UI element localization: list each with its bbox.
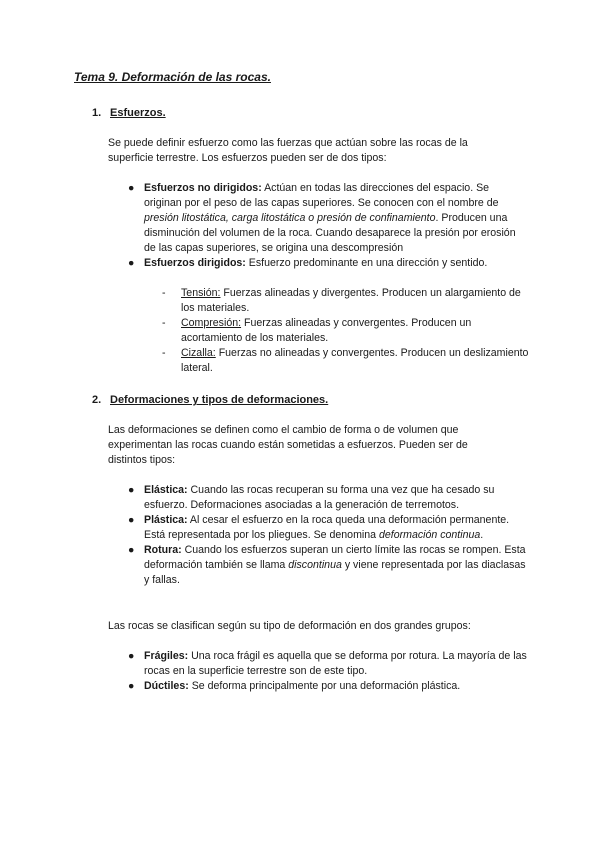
list-item xyxy=(128,543,528,588)
list-item xyxy=(128,513,528,543)
dash-icon: - xyxy=(162,347,166,359)
list-item xyxy=(128,679,528,694)
bullet-icon: ● xyxy=(128,182,135,194)
bullet-text: Actúan en todas las direcciones del espacio. Se originan por el peso de las capas superiores. Se conocen con el nombre de xyxy=(144,182,499,209)
subitem-text: Fuerzas alineadas y divergentes. Producen un alargamiento de los materiales. xyxy=(181,287,521,314)
subitem-term: Cizalla: xyxy=(181,347,216,359)
subitem-text: Fuerzas alineadas y convergentes. Producen un acortamiento de los materiales. xyxy=(181,317,472,344)
bullet-italic: discontinua xyxy=(288,559,342,571)
section-2-bullet-list xyxy=(128,483,528,588)
subitem-term: Compresión: xyxy=(181,317,242,329)
bullet-term: Elástica: xyxy=(144,484,188,496)
section-2-intro-2: Las rocas se clasifican según su tipo de deformación en dos grandes grupos: xyxy=(108,620,471,632)
list-item xyxy=(128,649,528,679)
dash-icon: - xyxy=(162,287,166,299)
bullet-term: Esfuerzos dirigidos: xyxy=(144,257,246,269)
bullet-text: Al cesar el esfuerzo en la roca queda una deformación permanente. Está representada por los pliegues. Se denomina xyxy=(144,514,510,541)
section-2-intro: Las deformaciones se definen como el cambio de forma o de volumen que experimentan las rocas cuando están sometidas a esfuerzos. Pueden ser de distintos tipos: xyxy=(108,424,468,466)
bullet-term: Rotura: xyxy=(144,544,182,556)
bullet-italic: deformación continua xyxy=(378,529,481,541)
bullet-text: y viene representada por las diaclasas y fallas. xyxy=(144,559,526,586)
bullet-icon: ● xyxy=(128,257,135,269)
section-1-dash-list xyxy=(162,286,532,376)
list-item xyxy=(128,483,528,513)
section-2-title: Deformaciones y tipos de deformaciones. xyxy=(110,394,329,406)
list-item xyxy=(162,316,532,346)
bullet-text: Esfuerzo predominante en una dirección y sentido. xyxy=(245,257,488,269)
bullet-term: Frágiles: xyxy=(144,650,189,662)
section-1-bullet-list xyxy=(128,181,528,271)
subitem-term: Tensión: xyxy=(181,287,221,299)
bullet-text: . xyxy=(480,529,484,541)
section-1-number: 1. xyxy=(92,107,102,119)
document-title: Tema 9. Deformación de las rocas. xyxy=(74,70,271,84)
bullet-text: Cuando los esfuerzos superan un cierto límite las rocas se rompen. Esta deformación también se llama xyxy=(144,544,526,571)
section-1-title: Esfuerzos. xyxy=(110,107,166,119)
bullet-icon: ● xyxy=(128,544,135,556)
bullet-text: . Producen una disminución del volumen de la roca. Cuando desaparece la presión por erosión de las capas superiores, se origina una descompresión xyxy=(144,212,516,254)
dash-icon: - xyxy=(162,317,166,329)
section-2-bullet-list-2 xyxy=(128,649,528,694)
subitem-text: Fuerzas no alineadas y convergentes. Producen un deslizamiento lateral. xyxy=(181,347,529,374)
list-item xyxy=(128,256,528,271)
bullet-text: Una roca frágil es aquella que se deforma por rotura. La mayoría de las rocas en la superficie terrestre son de este tipo. xyxy=(144,650,527,677)
section-1-intro: Se puede definir esfuerzo como las fuerzas que actúan sobre las rocas de la superficie terrestre. Los esfuerzos pueden ser de dos tipos: xyxy=(108,137,468,164)
bullet-icon: ● xyxy=(128,650,135,662)
bullet-icon: ● xyxy=(128,484,135,496)
bullet-term: Plástica: xyxy=(144,514,188,526)
bullet-text: Cuando las rocas recuperan su forma una vez que ha cesado su esfuerzo. Deformaciones asociadas a la generación de terremotos. xyxy=(144,484,495,511)
bullet-term: Esfuerzos no dirigidos: xyxy=(144,182,262,194)
bullet-icon: ● xyxy=(128,680,135,692)
list-item xyxy=(128,181,528,256)
bullet-text: Se deforma principalmente por una deformación plástica. xyxy=(188,680,461,692)
bullet-icon: ● xyxy=(128,514,135,526)
bullet-term: Dúctiles: xyxy=(144,680,189,692)
section-2-number: 2. xyxy=(92,394,102,406)
bullet-italic: presión litostática, carga litostática o presión de confinamiento xyxy=(144,212,436,224)
list-item xyxy=(162,346,532,376)
list-item xyxy=(162,286,532,316)
